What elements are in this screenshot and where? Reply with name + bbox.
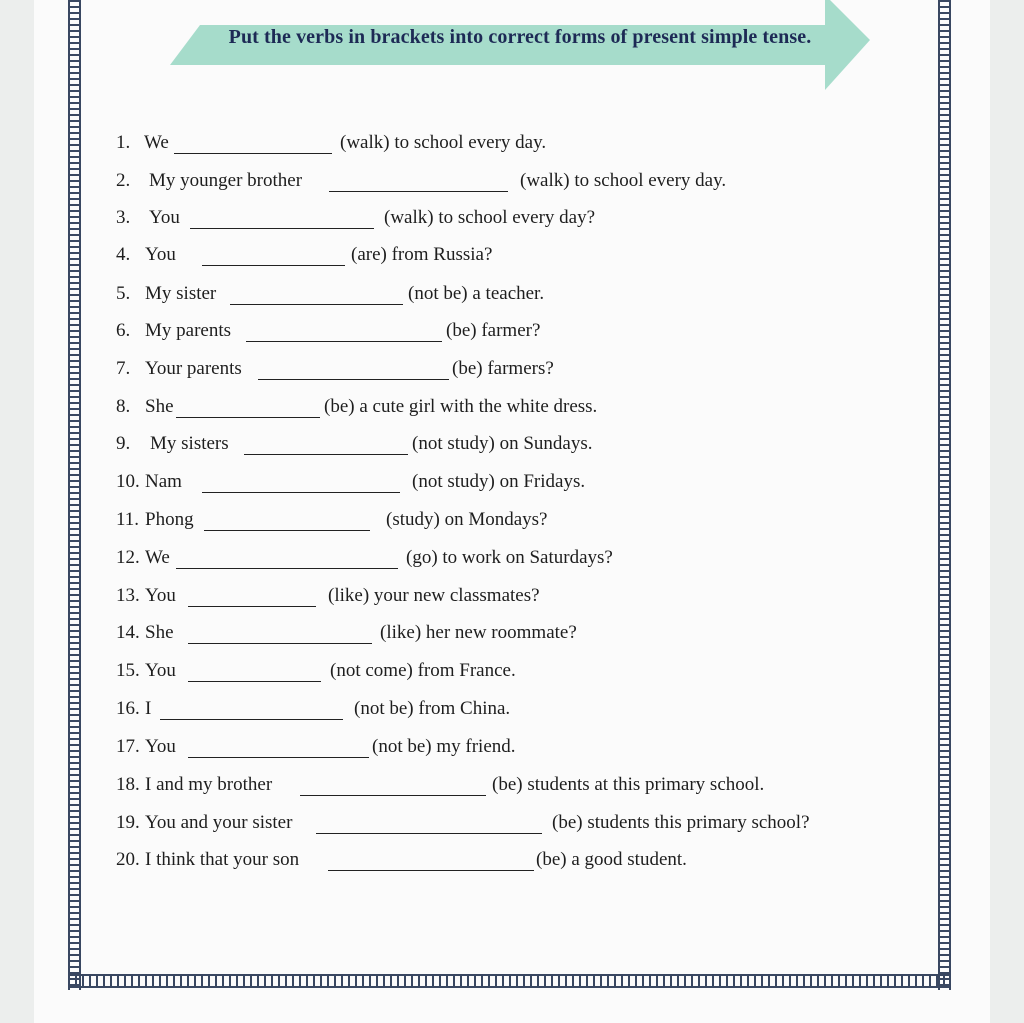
item-subject: You bbox=[149, 207, 180, 228]
item-subject: You bbox=[145, 736, 176, 757]
item-number: 3. bbox=[116, 207, 131, 228]
item-subject: She bbox=[145, 396, 174, 417]
verb-hint: (walk) to school every day? bbox=[384, 207, 596, 228]
verb-hint: (like) your new classmates? bbox=[328, 585, 540, 606]
item-number: 10. bbox=[116, 471, 140, 492]
answer-blank[interactable] bbox=[188, 681, 321, 682]
item-number: 15. bbox=[116, 660, 140, 681]
item-number: 4. bbox=[116, 244, 131, 265]
item-number: 11. bbox=[116, 509, 140, 530]
item-subject: I think that your son bbox=[145, 849, 300, 870]
answer-blank[interactable] bbox=[230, 304, 403, 305]
answer-blank[interactable] bbox=[190, 228, 374, 229]
verb-hint: (not study) on Sundays. bbox=[412, 433, 593, 454]
answer-blank[interactable] bbox=[316, 833, 542, 834]
answer-blank[interactable] bbox=[188, 757, 369, 758]
answer-blank[interactable] bbox=[258, 379, 449, 380]
verb-hint: (not study) on Fridays. bbox=[412, 471, 586, 492]
answer-blank[interactable] bbox=[160, 719, 343, 720]
answer-blank[interactable] bbox=[244, 454, 408, 455]
answer-blank[interactable] bbox=[176, 417, 320, 418]
verb-hint: (be) a good student. bbox=[536, 849, 687, 870]
item-number: 2. bbox=[116, 170, 131, 191]
item-number: 14. bbox=[116, 622, 140, 643]
item-subject: My parents bbox=[145, 320, 232, 341]
answer-blank[interactable] bbox=[202, 265, 345, 266]
answer-blank[interactable] bbox=[188, 606, 316, 607]
item-number: 9. bbox=[116, 433, 131, 454]
answer-blank[interactable] bbox=[176, 568, 398, 569]
item-subject: I bbox=[145, 698, 152, 719]
item-number: 20. bbox=[116, 849, 140, 870]
answer-blank[interactable] bbox=[328, 870, 534, 871]
verb-hint: (be) students this primary school? bbox=[552, 812, 810, 833]
item-number: 13. bbox=[116, 585, 140, 606]
answer-blank[interactable] bbox=[329, 191, 508, 192]
item-subject: We bbox=[144, 132, 169, 153]
item-subject: You and your sister bbox=[145, 812, 293, 833]
item-number: 5. bbox=[116, 283, 131, 304]
item-number: 7. bbox=[116, 358, 131, 379]
decorative-border-right bbox=[938, 0, 951, 990]
item-number: 8. bbox=[116, 396, 131, 417]
item-subject: My sister bbox=[145, 283, 217, 304]
item-subject: We bbox=[145, 547, 170, 568]
item-number: 16. bbox=[116, 698, 140, 719]
item-subject: You bbox=[145, 660, 176, 681]
item-number: 12. bbox=[116, 547, 140, 568]
answer-blank[interactable] bbox=[188, 643, 372, 644]
verb-hint: (like) her new roommate? bbox=[380, 622, 577, 643]
item-subject: Your parents bbox=[145, 358, 242, 379]
item-subject: I and my brother bbox=[145, 774, 273, 795]
verb-hint: (be) students at this primary school. bbox=[492, 774, 765, 795]
item-number: 18. bbox=[116, 774, 140, 795]
verb-hint: (be) a cute girl with the white dress. bbox=[324, 396, 598, 417]
verb-hint: (be) farmer? bbox=[446, 320, 541, 341]
answer-blank[interactable] bbox=[202, 492, 400, 493]
item-number: 19. bbox=[116, 812, 140, 833]
item-number: 17. bbox=[116, 736, 140, 757]
verb-hint: (walk) to school every day. bbox=[520, 170, 727, 191]
item-subject: You bbox=[145, 585, 176, 606]
item-subject: My younger brother bbox=[149, 170, 303, 191]
verb-hint: (study) on Mondays? bbox=[386, 509, 548, 530]
verb-hint: (are) from Russia? bbox=[351, 244, 493, 265]
item-subject: You bbox=[145, 244, 176, 265]
verb-hint: (be) farmers? bbox=[452, 358, 554, 379]
answer-blank[interactable] bbox=[246, 341, 442, 342]
answer-blank[interactable] bbox=[300, 795, 486, 796]
item-subject: She bbox=[145, 622, 174, 643]
item-number: 6. bbox=[116, 320, 131, 341]
decorative-border-left bbox=[68, 0, 81, 990]
item-subject: My sisters bbox=[150, 433, 229, 454]
verb-hint: (go) to work on Saturdays? bbox=[406, 547, 613, 568]
instruction-text: Put the verbs in brackets into correct forms of present simple tense. bbox=[228, 26, 812, 48]
answer-blank[interactable] bbox=[174, 153, 332, 154]
item-number: 1. bbox=[116, 132, 131, 153]
item-subject: Nam bbox=[145, 471, 182, 492]
verb-hint: (walk) to school every day. bbox=[340, 132, 547, 153]
verb-hint: (not be) a teacher. bbox=[408, 283, 545, 304]
answer-blank[interactable] bbox=[204, 530, 370, 531]
verb-hint: (not be) my friend. bbox=[372, 736, 516, 757]
decorative-border-bottom bbox=[68, 974, 951, 988]
verb-hint: (not come) from France. bbox=[330, 660, 516, 681]
verb-hint: (not be) from China. bbox=[354, 698, 511, 719]
item-subject: Phong bbox=[145, 509, 194, 530]
